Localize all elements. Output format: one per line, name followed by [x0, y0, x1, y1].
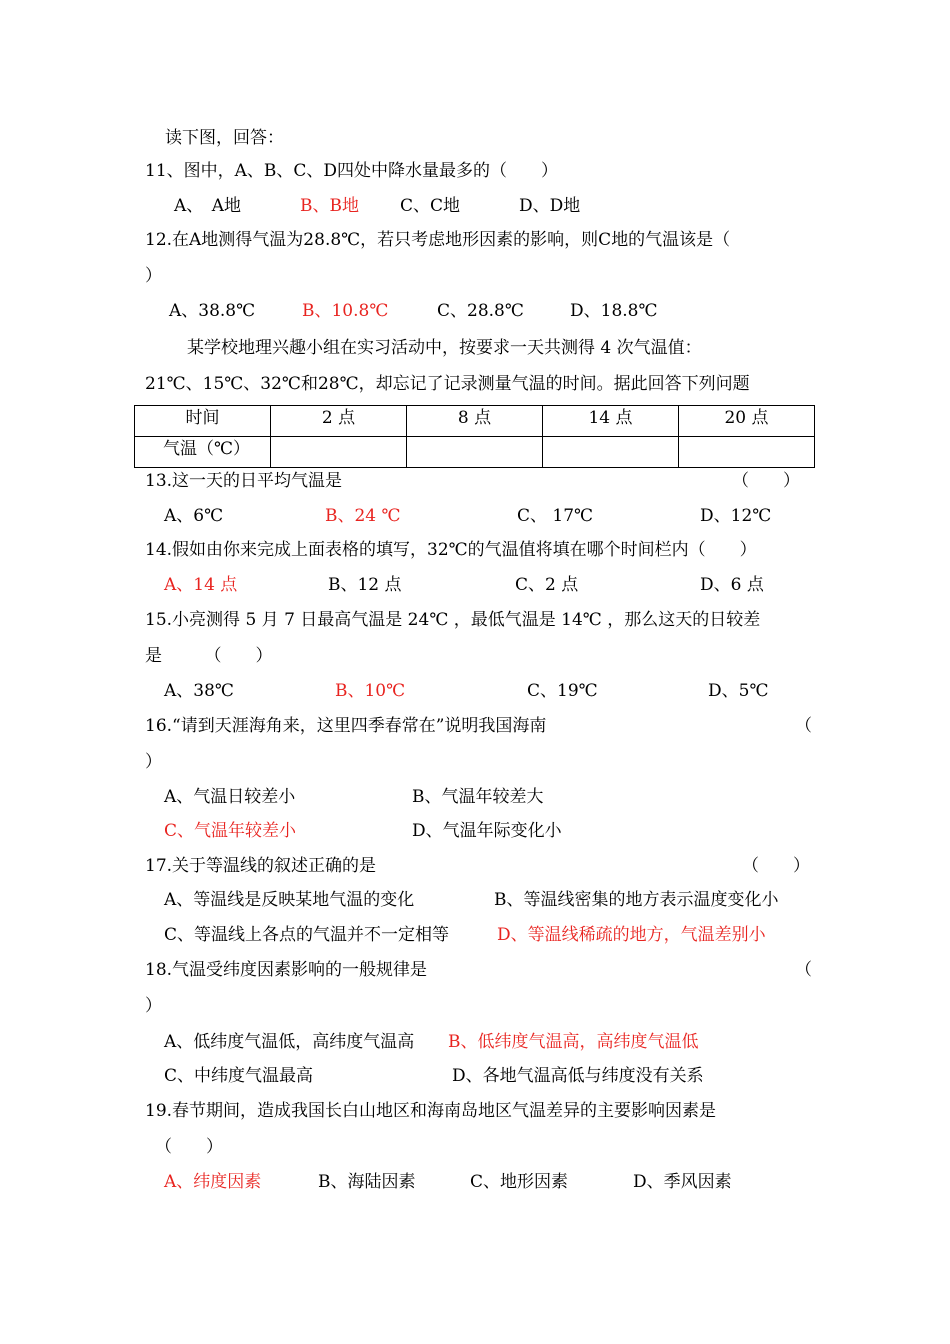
q19-options — [0, 1170, 950, 1194]
q11-option-d: D、D地 — [519, 196, 581, 216]
q18-option-c: C、中纬度气温最高 — [164, 1066, 314, 1086]
q16-option-c-answer: C、气温年较差小 — [164, 821, 297, 841]
table-row-label: 气温（℃） — [135, 437, 271, 468]
table-row-temperature — [135, 437, 815, 468]
q18-stem-line2: ） — [145, 996, 162, 1016]
q16-stem-line2: ） — [145, 752, 162, 772]
q17-paren: （ ） — [742, 856, 810, 876]
table-cell — [543, 437, 679, 468]
q12-option-d: D、18.8℃ — [570, 301, 658, 321]
q12-option-c: C、28.8℃ — [437, 301, 524, 321]
q14-option-b: B、12 点 — [328, 575, 402, 595]
q19-option-c: C、地形因素 — [470, 1172, 569, 1192]
passage-line2: 21℃、15℃、32℃和28℃，却忘记了记录测量气温的时间。据此回答下列问题 — [145, 374, 750, 394]
q18-option-d: D、各地气温高低与纬度没有关系 — [452, 1066, 704, 1086]
q13-option-c: C、 17℃ — [517, 506, 594, 526]
table-cell — [271, 437, 407, 468]
q11-option-b-answer: B、B地 — [300, 196, 359, 216]
q18-stem: 18.气温受纬度因素影响的一般规律是 — [145, 960, 428, 980]
q13-paren: （ ） — [732, 471, 800, 491]
q16-option-a: A、气温日较差小 — [164, 787, 296, 807]
q11-stem: 11、图中，A、B、C、D四处中降水量最多的（ ） — [145, 161, 559, 181]
q14-option-d: D、6 点 — [700, 575, 764, 595]
q12-stem-line1: 12.在A地测得气温为28.8℃，若只考虑地形因素的影响，则C地的气温该是（ — [145, 230, 731, 250]
q16-paren-open: （ — [795, 716, 812, 736]
q17-option-c: C、等温线上各点的气温并不一定相等 — [164, 925, 450, 945]
q18-paren-open: （ — [795, 960, 812, 980]
table-header-time: 时间 — [135, 406, 271, 437]
q15-option-b-answer: B、10℃ — [335, 681, 406, 701]
table-header-20: 20 点 — [679, 406, 815, 437]
q19-option-a-answer: A、纬度因素 — [164, 1172, 262, 1192]
q13-option-a: A、6℃ — [164, 506, 224, 526]
q19-option-b: B、海陆因素 — [318, 1172, 416, 1192]
q19-stem-line2: （ ） — [155, 1137, 223, 1157]
q14-option-a-answer: A、14 点 — [164, 575, 238, 595]
q19-option-d: D、季风因素 — [633, 1172, 732, 1192]
table-header-2: 2 点 — [271, 406, 407, 437]
q17-option-b: B、等温线密集的地方表示温度变化小 — [494, 890, 779, 910]
q13-option-d: D、12℃ — [700, 506, 772, 526]
q11-option-c: C、C地 — [400, 196, 461, 216]
q19-stem: 19.春节期间，造成我国长白山地区和海南岛地区气温差异的主要影响因素是 — [145, 1101, 717, 1121]
table-header-row — [135, 406, 815, 437]
q14-stem: 14.假如由你来完成上面表格的填写，32℃的气温值将填在哪个时间栏内（ ） — [145, 540, 757, 560]
q15-option-c: C、19℃ — [527, 681, 598, 701]
q12-option-a: A、38.8℃ — [169, 301, 256, 321]
table-cell — [679, 437, 815, 468]
q14-options — [0, 573, 950, 597]
q11-option-a: A、 A地 — [174, 196, 242, 216]
q16-option-b: B、气温年较差大 — [412, 787, 544, 807]
q16-option-d: D、气温年际变化小 — [412, 821, 562, 841]
q11-options — [0, 194, 950, 218]
q13-option-b-answer: B、24 ℃ — [325, 506, 401, 526]
q15-option-d: D、5℃ — [708, 681, 769, 701]
table-cell — [407, 437, 543, 468]
q12-options — [0, 299, 950, 323]
q17-stem: 17.关于等温线的叙述正确的是 — [145, 856, 377, 876]
q18-option-b-answer: B、低纬度气温高，高纬度气温低 — [448, 1032, 699, 1052]
q13-stem: 13.这一天的日平均气温是 — [145, 471, 343, 491]
table-header-8: 8 点 — [407, 406, 543, 437]
q17-option-a: A、等温线是反映某地气温的变化 — [164, 890, 415, 910]
q14-option-c: C、2 点 — [515, 575, 579, 595]
q12-option-b-answer: B、10.8℃ — [302, 301, 389, 321]
q16-stem: 16.“请到天涯海角来，这里四季春常在”说明我国海南 — [145, 716, 547, 736]
q18-option-a: A、低纬度气温低，高纬度气温高 — [164, 1032, 415, 1052]
q15-option-a: A、38℃ — [164, 681, 234, 701]
q17-option-d-answer: D、等温线稀疏的地方，气温差别小 — [497, 925, 766, 945]
passage-line1: 某学校地理兴趣小组在实习活动中，按要求一天共测得 4 次气温值： — [187, 338, 702, 358]
q15-stem-line2: 是 （ ） — [145, 646, 273, 666]
temperature-table — [134, 405, 815, 468]
q13-options — [0, 504, 950, 528]
q15-options — [0, 679, 950, 703]
q12-stem-line2: ） — [145, 266, 162, 286]
intro-text: 读下图，回答： — [165, 128, 284, 148]
q15-stem-line1: 15.小亮测得 5 月 7 日最高气温是 24℃ ，最低气温是 14℃ ，那么这天的日较差 — [145, 610, 761, 630]
table-header-14: 14 点 — [543, 406, 679, 437]
